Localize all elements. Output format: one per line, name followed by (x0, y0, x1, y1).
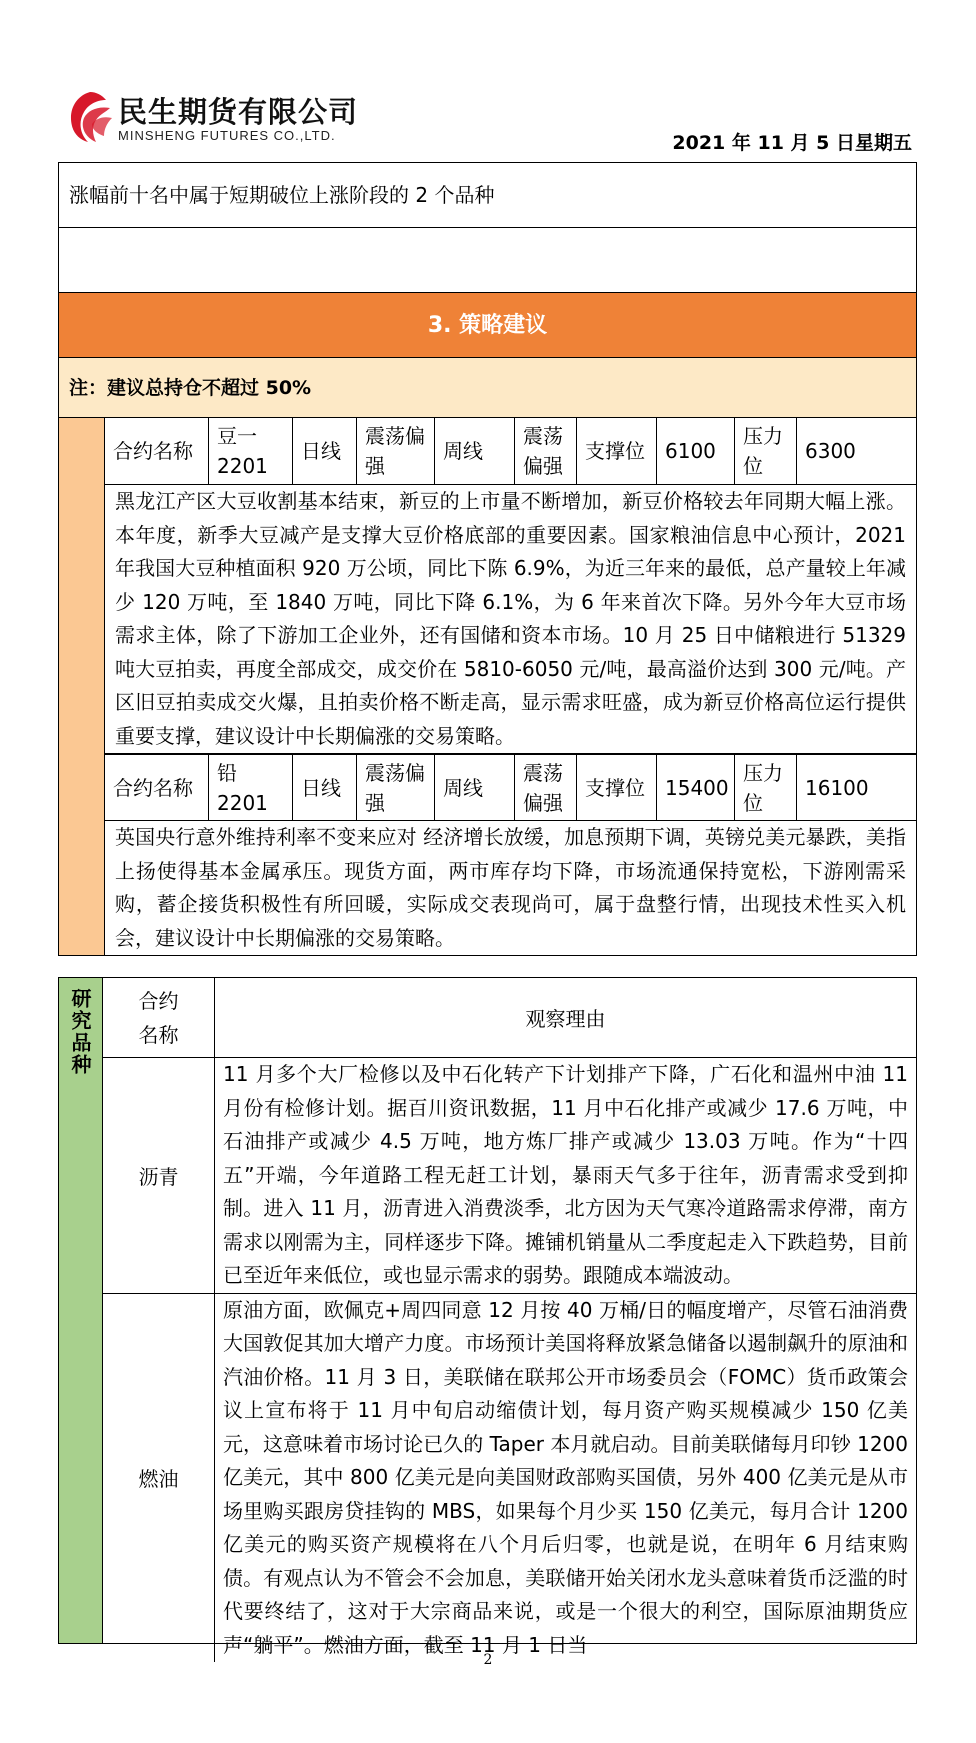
logo-chinese-name: 民生期货有限公司 (118, 95, 359, 129)
contract-row (105, 418, 916, 485)
pressure-label: 压力位 (735, 418, 797, 484)
weekly-trend: 震荡偏强 (515, 418, 577, 484)
contract-row (105, 754, 916, 821)
research-side-label (59, 978, 103, 1643)
support-value: 6100 (657, 418, 735, 484)
support-label: 支撑位 (577, 418, 657, 484)
weekly-trend: 震荡偏强 (515, 755, 577, 820)
top-text-row: 涨幅前十名中属于短期破位上涨阶段的 2 个品种 (59, 163, 916, 228)
weekly-label: 周线 (435, 418, 515, 484)
research-item-text: 11 月多个大厂检修以及中石化转产下计划排产下降，广石化和温州中油 11 月份有检修计划。据百川资讯数据，11 月中石化排产或减少 17.6 万吨，中石油排产或减少 4.5 万吨，地方炼厂排产或减少 13.03 万吨。作为“十四五”开端，今年道路工程无赶工计划，暴雨天气多于往年，沥青需求受到抑制。进入 11 月，沥青进入消费淡季，北方因为天气寒冷道路需求停滞，南方需求以刚需为主，同样逐步下降。摊铺机销量从二季度起走入下跌趋势，目前已至近年来低位，或也显示需求的弱势。跟随成本端波动。 (223, 1062, 908, 1287)
strategy-description: 英国央行意外维持利率不变来应对 经济增长放缓，加息预期下调，英镑兑美元暴跌，美指上扬使得基本金属承压。现货方面，两市库存均下降，市场流通保持宽松，下游刚需采购，蓄企接货积极性有所回暖，实际成交表现尚可，属于盘整行情，出现技术性买入机会，建议设计中长期偏涨的交易策略。 (115, 825, 906, 950)
daily-trend: 震荡偏强 (357, 755, 435, 820)
logo-english-name: MINSHENG FUTURES CO.,LTD. (118, 128, 336, 143)
strategy-description: 黑龙江产区大豆收割基本结束，新豆的上市量不断增加，新豆价格较去年同期大幅上涨。本年度，新季大豆减产是支撑大豆价格底部的重要因素。国家粮油信息中心预计，2021 年我国大豆种植面积 920 万公顷，同比下陈 6.9%，为近三年来的最低，总产量较上年减少 120 万吨，至 1840 万吨，同比下降 6.1%，为 6 年来首次下降。另外今年大豆市场需求主体，除了下游加工企业外，还有国储和资本市场。10 月 25 日中储粮进行 51329 吨大豆拍卖，再度全部成交，成交价在 5810-6050 元/吨，最高溢价达到 300 元/吨。产区旧豆拍卖成交火爆，且拍卖价格不断走高，显示需求旺盛，成为新豆价格高位运行提供重要支撑，建议设计中长期偏涨的交易策略。 (105, 485, 916, 754)
daily-label: 日线 (293, 418, 357, 484)
col-header-reason: 观察理由 (525, 1007, 606, 1031)
logo-icon (66, 88, 114, 146)
strategy-grid (59, 418, 916, 955)
strategy-title: 3. 策略建议 (59, 293, 916, 358)
empty-row (59, 228, 916, 293)
company-logo (66, 88, 366, 150)
research-side-text: 研究品种 (68, 988, 92, 1076)
page-number: 2 (483, 1652, 493, 1668)
contract-code: 豆一 2201 (209, 418, 293, 484)
pressure-value: 6300 (805, 439, 856, 463)
daily-label: 日线 (293, 755, 357, 820)
contract-name-label: 合约名称 (105, 755, 209, 820)
research-item-text: 原油方面，欧佩克+周四同意 12 月按 40 万桶/日的幅度增产，尽管石油消费大国敦促其加大增产力度。市场预计美国将释放紧急储备以遏制飙升的原油和汽油价格。11 月 3 日，美联储在联邦公开市场委员会（FOMC）货币政策会议上宣布将于 11 月中旬启动缩债计划，每月资产购买规模减少 150 亿美元，这意味着市场讨论已久的 Taper 本月就启动。目前美联储每月印钞 1200 亿美元，其中 800 亿美元是向美国财政部购买国债，另外 400 亿美元是从市场里购买跟房贷挂钩的 MBS，如果每个月少买 150 亿美元，每月合计 1200 亿美元的购买资产规模将在八个月后归零，也就是说，在明年 6 月结束购债。有观点认为不管会不会加息，美联储开始关闭水龙头意味着货币泛滥的时代要终结了，这对于大宗商品来说，或是一个很大的利空，国际原油期货应声“躺平”。燃油方面，截至 11 月 1 日当 (223, 1297, 908, 1657)
contract-code: 铅 2201 (209, 755, 293, 820)
support-value: 15400 (657, 755, 735, 820)
orange-strip (59, 418, 105, 955)
pressure-value: 16100 (805, 775, 869, 800)
weekly-label: 周线 (435, 755, 515, 820)
position-note: 注：建议总持仓不超过 50% (59, 358, 916, 418)
research-item-name: 沥青 (103, 1058, 215, 1293)
strategy-table (58, 162, 917, 956)
research-row (103, 1058, 916, 1294)
research-item-name: 燃油 (103, 1294, 215, 1663)
contract-name-label: 合约名称 (105, 418, 209, 484)
research-table (58, 977, 917, 1657)
col-header-name: 合约名称 (103, 978, 215, 1057)
report-date: 2021 年 11 月 5 日星期五 (672, 132, 912, 154)
research-header-row (103, 978, 916, 1058)
daily-trend: 震荡偏强 (357, 418, 435, 484)
research-row (103, 1294, 916, 1663)
support-label: 支撑位 (577, 755, 657, 820)
pressure-label: 压力位 (735, 755, 797, 820)
